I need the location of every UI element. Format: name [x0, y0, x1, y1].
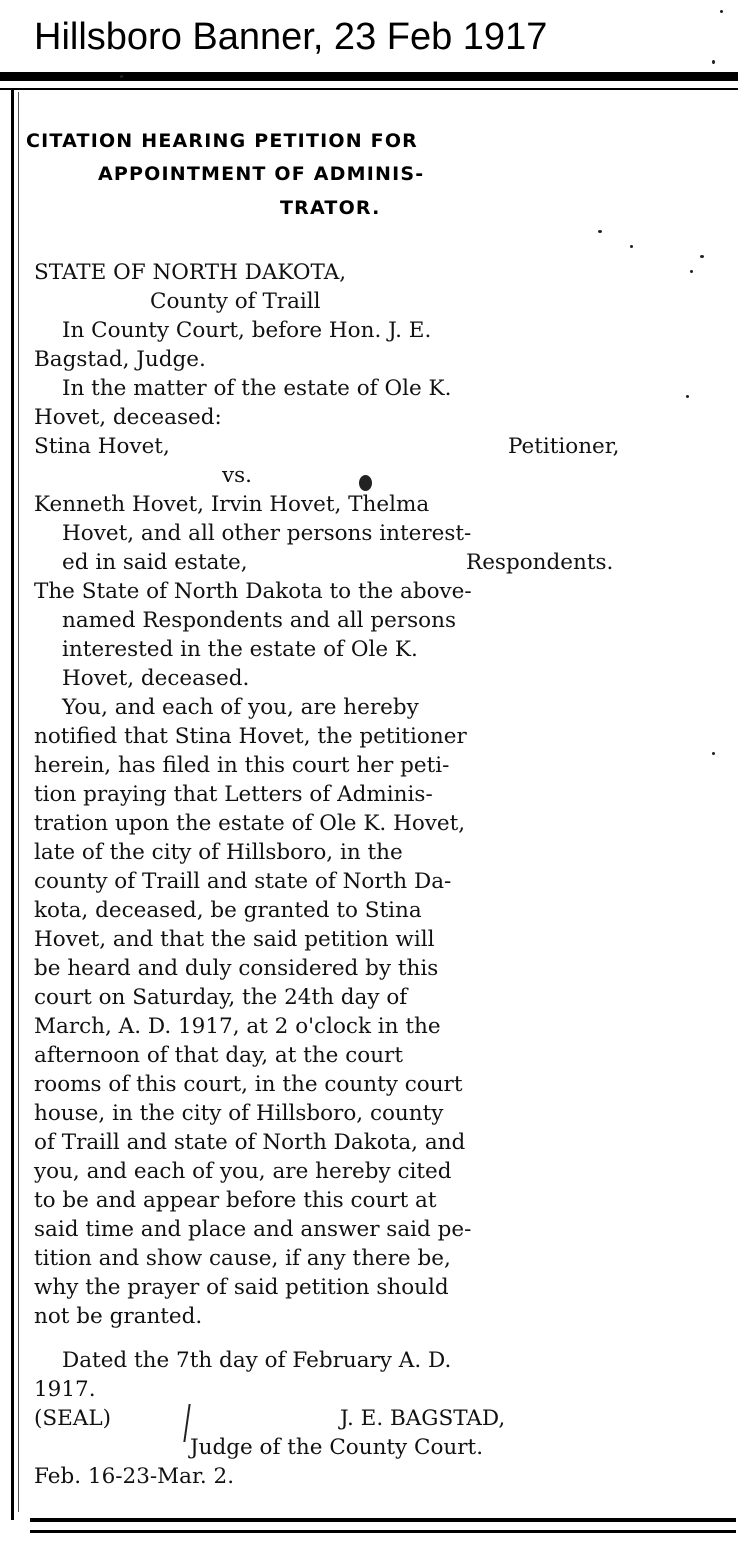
notice-line: Petitioner,: [508, 434, 620, 459]
bottom-rule: [30, 1518, 736, 1522]
column-border: [11, 90, 14, 1520]
notice-line: vs.: [222, 463, 253, 488]
notice-line: interested in the estate of Ole K.: [62, 637, 418, 662]
notice-line: tition and show cause, if any there be,: [34, 1246, 451, 1271]
notice-line: afternoon of that day, at the court: [34, 1043, 403, 1068]
notice-line: Hovet, and all other persons interest-: [62, 521, 472, 546]
notice-line: to be and appear before this court at: [34, 1188, 437, 1213]
notice-line: Bagstad, Judge.: [34, 347, 206, 372]
notice-line: be heard and duly considered by this: [34, 956, 439, 981]
column-border-inner: [18, 92, 19, 1512]
notice-line: tration upon the estate of Ole K. Hovet,: [34, 811, 466, 836]
notice-line: not be granted.: [34, 1304, 203, 1329]
notice-line: of Traill and state of North Dakota, and: [34, 1130, 466, 1155]
notice-line: Hovet, deceased:: [34, 405, 222, 430]
scan-speck: [359, 475, 372, 491]
bottom-rule-thin: [30, 1530, 736, 1533]
scan-speck: [712, 752, 715, 755]
publication-dates: Feb. 16-23-Mar. 2.: [34, 1464, 235, 1489]
signer-name: J. E. BAGSTAD,: [340, 1406, 506, 1431]
notice-line: Hovet, and that the said petition will: [34, 927, 435, 952]
notice-line: STATE OF NORTH DAKOTA,: [34, 260, 347, 285]
notice-line: Kenneth Hovet, Irvin Hovet, Thelma: [34, 492, 430, 517]
notice-line: Dated the 7th day of February A. D.: [62, 1348, 452, 1373]
seal-label: (SEAL): [34, 1406, 112, 1431]
notice-line: Stina Hovet,: [34, 434, 170, 459]
scan-speck: [700, 255, 704, 258]
notice-line: rooms of this court, in the county court: [34, 1072, 463, 1097]
notice-line: You, and each of you, are hereby: [62, 695, 419, 720]
notice-line: The State of North Dakota to the above-: [34, 579, 472, 604]
notice-line: ed in said estate,: [62, 550, 248, 575]
notice-line: Respondents.: [466, 550, 614, 575]
notice-line: you, and each of you, are hereby cited: [34, 1159, 452, 1184]
scan-speck: [712, 60, 715, 64]
scan-speck: [120, 75, 123, 78]
notice-line: why the prayer of said petition should: [34, 1275, 449, 1300]
notice-line: County of Traill: [150, 289, 321, 314]
notice-line: court on Saturday, the 24th day of: [34, 985, 408, 1010]
notice-line: March, A. D. 1917, at 2 o'clock in the: [34, 1014, 441, 1039]
notice-line: In the matter of the estate of Ole K.: [62, 376, 452, 401]
notice-line: tion praying that Letters of Adminis-: [34, 782, 433, 807]
scan-speck: [686, 395, 689, 398]
notice-line: herein, has filed in this court her peti-: [34, 753, 450, 778]
notice-heading-line-2: APPOINTMENT OF ADMINIS-: [98, 163, 425, 185]
scan-speck: [598, 230, 602, 233]
notice-line: Hovet, deceased.: [62, 666, 250, 691]
scan-speck: [720, 10, 723, 13]
top-rule: [0, 72, 738, 81]
notice-line: said time and place and answer said pe-: [34, 1217, 472, 1242]
signer-title: Judge of the County Court.: [190, 1435, 484, 1460]
notice-line: late of the city of Hillsboro, in the: [34, 840, 403, 865]
notice-line: house, in the city of Hillsboro, county: [34, 1101, 444, 1126]
notice-line: notified that Stina Hovet, the petitioner: [34, 724, 467, 749]
top-rule-thin: [0, 88, 738, 90]
notice-heading-line-3: TRATOR.: [280, 197, 381, 219]
notice-line: In County Court, before Hon. J. E.: [62, 318, 432, 343]
scan-speck: [690, 270, 693, 273]
notice-line: county of Traill and state of North Da-: [34, 869, 452, 894]
scan-speck: [630, 245, 633, 248]
notice-line: kota, deceased, be granted to Stina: [34, 898, 422, 923]
notice-line: named Respondents and all persons: [62, 608, 457, 633]
source-caption: Hillsboro Banner, 23 Feb 1917: [34, 16, 548, 58]
notice-heading-line-1: CITATION HEARING PETITION FOR: [26, 130, 419, 152]
notice-line: 1917.: [34, 1377, 96, 1402]
